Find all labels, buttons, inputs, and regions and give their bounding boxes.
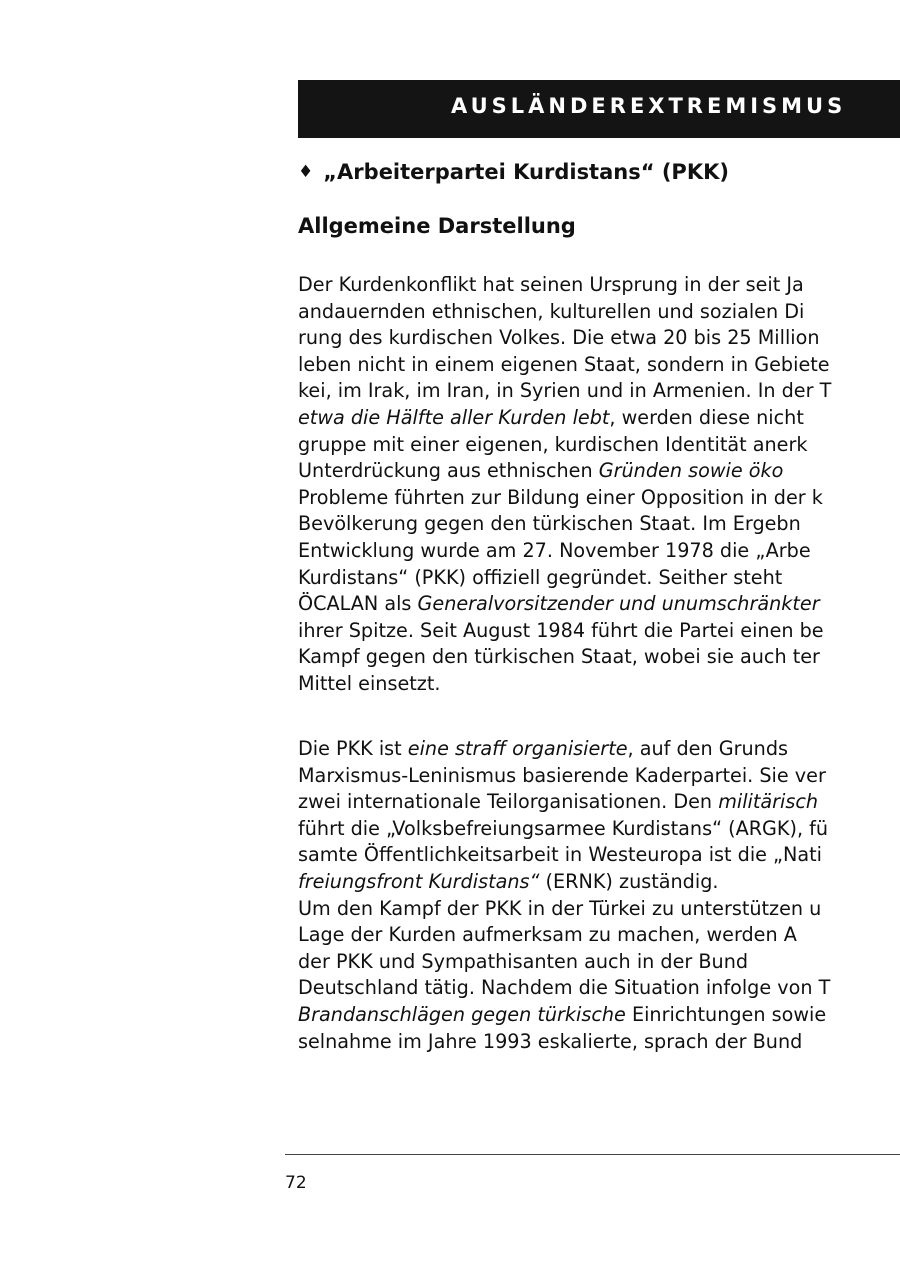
text-segment: Kampf gegen den türkischen Staat, wobei sie auch ter — [298, 645, 820, 669]
text-segment: leben nicht in einem eigenen Staat, sondern in Gebiete — [298, 352, 830, 376]
italic-text-segment: Generalvorsitzender und unumschränkter — [417, 592, 820, 616]
text-segment: der PKK und Sympathisanten auch in der Bund — [298, 949, 749, 973]
text-segment: Der Kurdenkonflikt hat seinen Ursprung in der seit Ja — [298, 273, 804, 296]
text-line — [298, 511, 900, 538]
text-segment: , werden diese nicht — [609, 405, 804, 429]
text-line — [298, 896, 900, 923]
text-segment: Unterdrückung aus ethnischen — [298, 459, 599, 483]
text-segment: Marxismus-Leninismus basierende Kaderpartei. Sie ver — [298, 763, 826, 787]
text-line — [298, 975, 900, 1002]
italic-text-segment: Gründen sowie öko — [598, 459, 784, 483]
text-line — [298, 405, 900, 432]
text-segment: Deutschland tätig. Nachdem die Situation infolge von T — [298, 976, 831, 1000]
text-line — [298, 458, 900, 485]
section-heading-text: „Arbeiterpartei Kurdistans“ (PKK) — [323, 160, 729, 184]
section-heading — [298, 160, 729, 184]
text-segment: führt die „Volksbefreiungsarmee Kurdistans“ (ARGK), fü — [298, 816, 829, 840]
text-segment: (ERNK) zuständig. — [539, 869, 719, 893]
text-line — [298, 922, 900, 949]
body-paragraph-1 — [298, 272, 900, 698]
text-segment: andauernden ethnischen, kulturellen und sozialen Di — [298, 299, 805, 323]
text-line — [298, 816, 900, 843]
text-segment: gruppe mit einer eigenen, kurdischen Identität anerk — [298, 432, 808, 456]
body-paragraph-2 — [298, 736, 900, 1055]
text-line — [298, 432, 900, 459]
text-line — [298, 842, 900, 869]
text-segment: Entwicklung wurde am 27. November 1978 die „Arbe — [298, 538, 811, 562]
section-header-title: AUSLÄNDEREXTREMISMUS — [451, 94, 847, 118]
text-segment: rung des kurdischen Volkes. Die etwa 20 bis 25 Million — [298, 326, 820, 350]
diamond-bullet-icon: ♦ — [298, 162, 314, 182]
text-segment: Bevölkerung gegen den türkischen Staat. Im Ergebn — [298, 512, 801, 536]
page-number: 72 — [285, 1173, 307, 1193]
italic-text-segment: etwa die Hälfte aller Kurden lebt — [298, 405, 610, 429]
text-segment: Mittel einsetzt. — [298, 671, 441, 695]
sub-heading: Allgemeine Darstellung — [298, 214, 576, 238]
text-line — [298, 949, 900, 976]
text-line — [298, 591, 900, 618]
text-segment: selnahme im Jahre 1993 eskalierte, sprach der Bund — [298, 1029, 803, 1053]
italic-text-segment: Brandanschlägen gegen türkische — [298, 1002, 626, 1026]
text-segment: Probleme führten zur Bildung einer Opposition in der k — [298, 485, 823, 509]
text-segment: samte Öffentlichkeitsarbeit in Westeuropa ist die „Nati — [298, 843, 822, 867]
text-line — [298, 671, 900, 698]
text-segment: Kurdistans“ (PKK) offiziell gegründet. Seither steht — [298, 565, 783, 589]
text-line — [298, 325, 900, 352]
section-header-bar — [298, 80, 900, 138]
text-line — [298, 565, 900, 592]
text-segment: Die PKK ist — [298, 737, 408, 760]
text-segment: kei, im Irak, im Iran, in Syrien und in Armenien. In der T — [298, 379, 832, 403]
italic-text-segment: militärisch — [718, 790, 819, 814]
text-line — [298, 618, 900, 645]
text-segment: zwei internationale Teilorganisationen. Den — [298, 790, 719, 814]
text-segment: Lage der Kurden aufmerksam zu machen, werden A — [298, 923, 797, 947]
text-line — [298, 1029, 900, 1056]
text-line — [298, 1002, 900, 1029]
text-line — [298, 378, 900, 405]
text-line — [298, 869, 900, 896]
text-line — [298, 763, 900, 790]
text-line — [298, 736, 900, 763]
footer-divider — [285, 1154, 900, 1155]
text-line — [298, 644, 900, 671]
text-segment: Um den Kampf der PKK in der Türkei zu unterstützen u — [298, 896, 822, 920]
italic-text-segment: freiungsfront Kurdistans“ — [298, 869, 540, 893]
text-line — [298, 789, 900, 816]
text-line — [298, 299, 900, 326]
text-line — [298, 352, 900, 379]
italic-text-segment: eine straff organisierte — [407, 737, 628, 760]
text-line — [298, 272, 900, 299]
text-line — [298, 538, 900, 565]
text-segment: Einrichtungen sowie — [625, 1002, 827, 1026]
text-segment: ihrer Spitze. Seit August 1984 führt die Partei einen be — [298, 618, 824, 642]
text-segment: ÖCALAN als — [298, 592, 418, 616]
text-segment: , auf den Grunds — [627, 737, 789, 760]
text-line — [298, 485, 900, 512]
